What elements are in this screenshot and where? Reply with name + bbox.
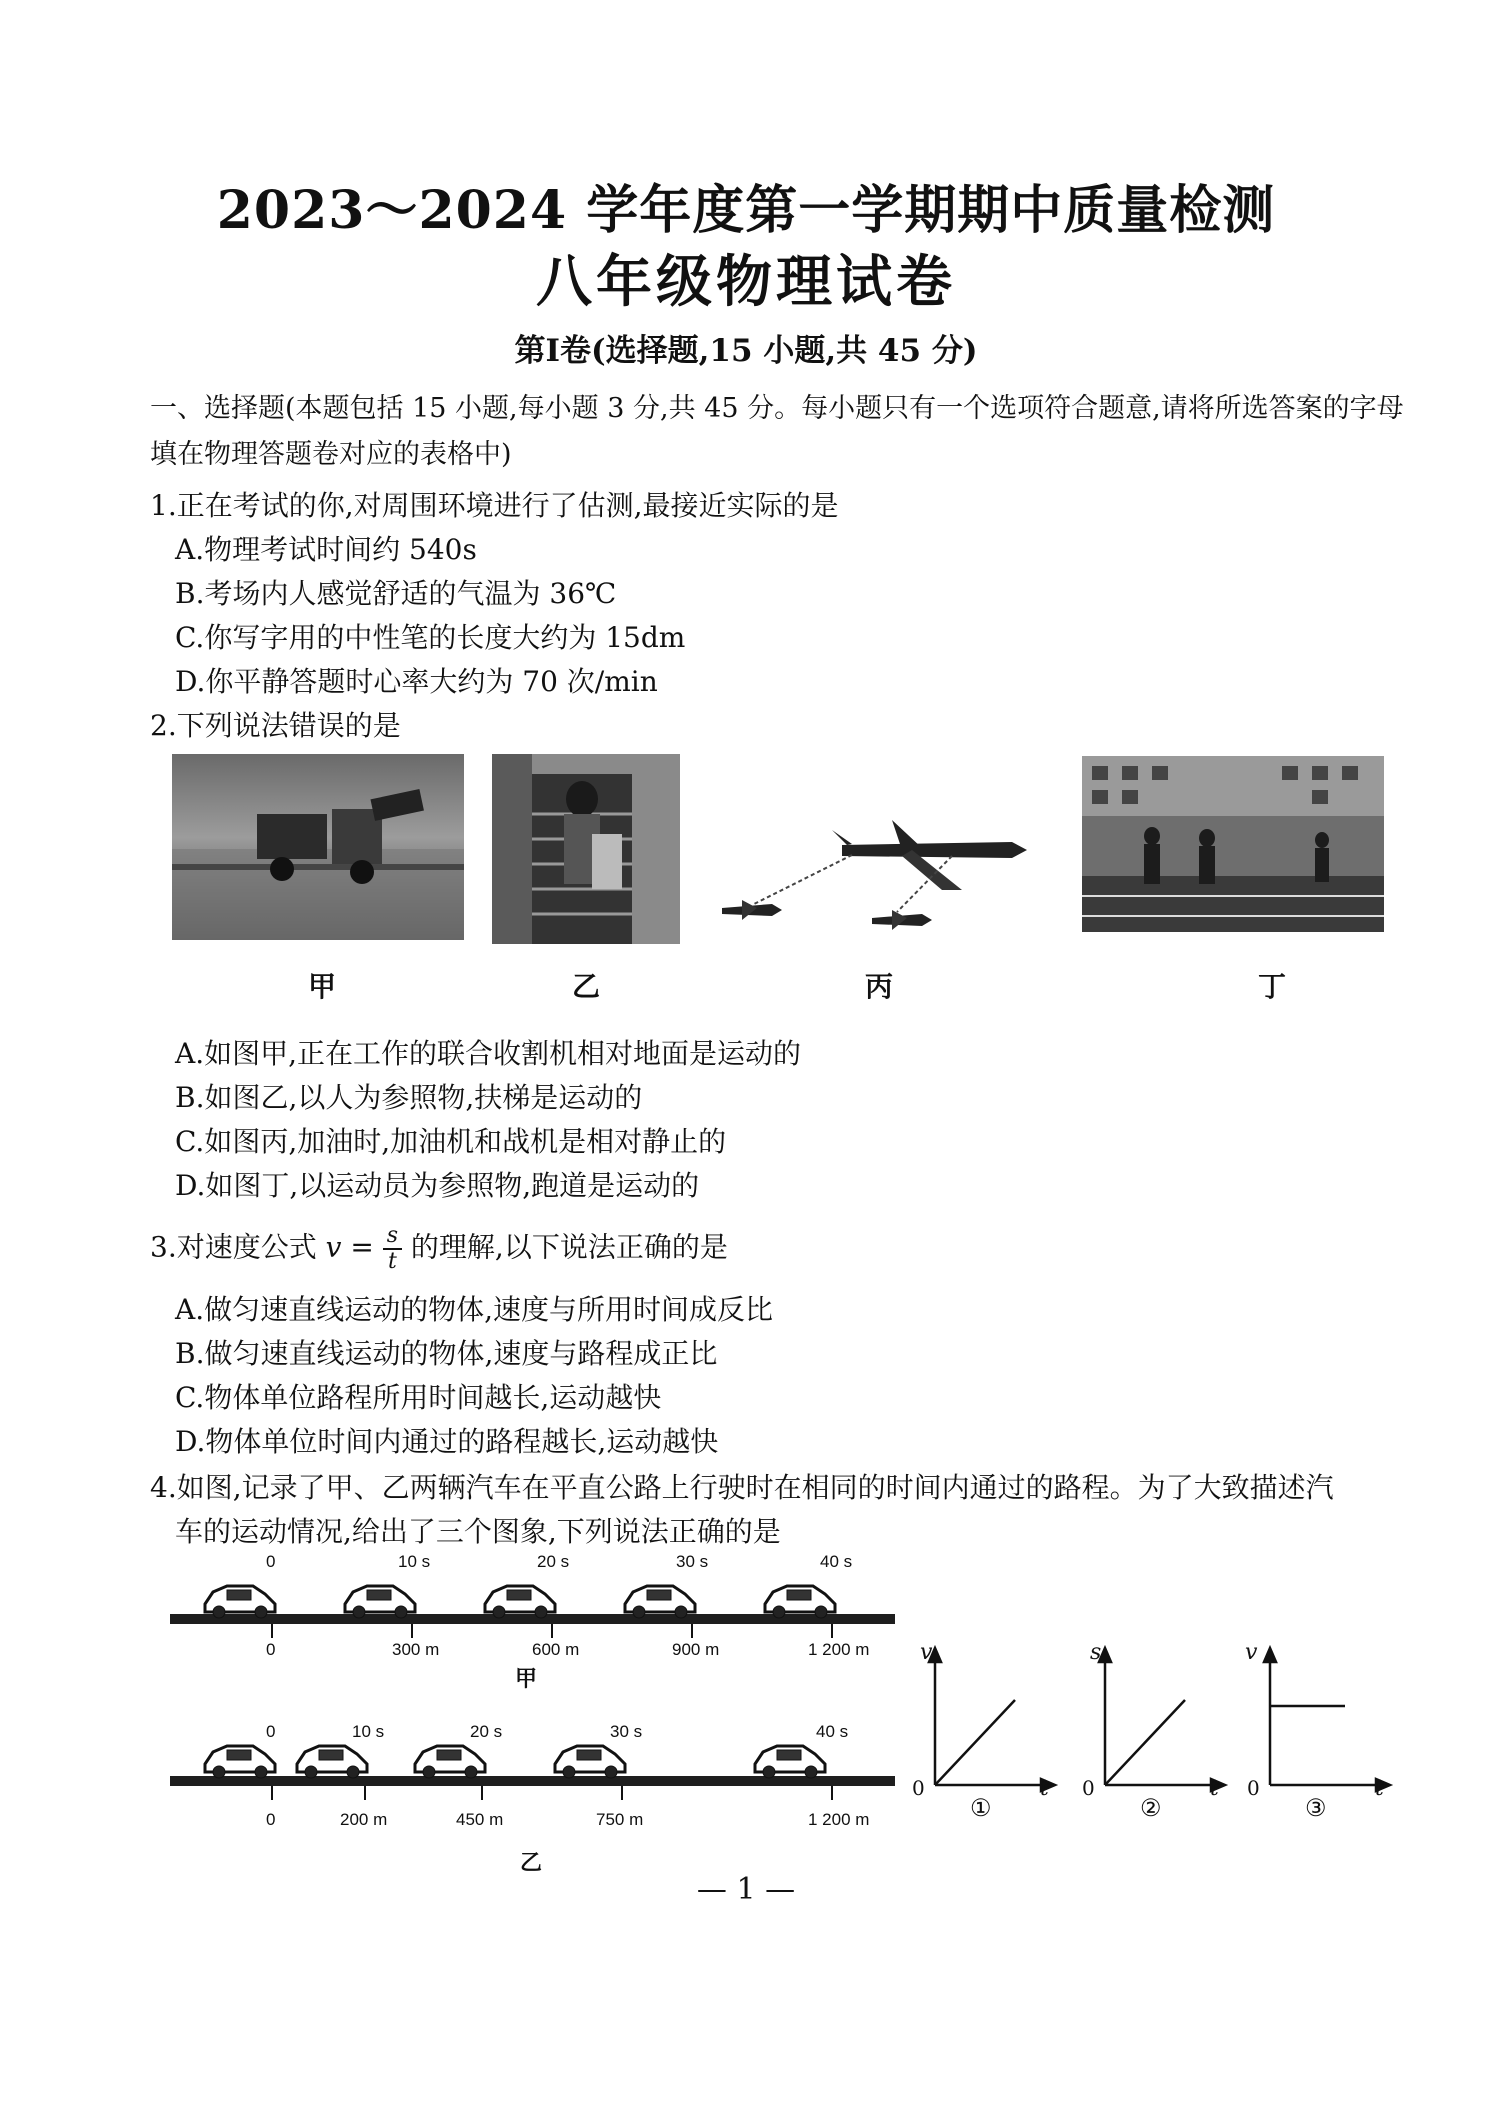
caption-yi: 乙 [572,970,601,1003]
question-4-stem-line1: 4.如图,记录了甲、乙两辆汽车在平直公路上行驶时在相同的时间内通过的路程。为了大致描述汽 [150,1471,1334,1504]
yi-dist-450: 450 m [456,1810,504,1829]
jia-time-40: 40 s [820,1552,853,1571]
jia-dist-0: 0 [266,1640,276,1659]
motion-graphs [905,1640,1415,1810]
graph2-y-label: s [1090,1640,1102,1665]
jia-dist-1200: 1 200 m [808,1640,870,1659]
question-1-option-b: B.考场内人感觉舒适的气温为 36℃ [175,577,617,610]
question-2-option-a: A.如图甲,正在工作的联合收割机相对地面是运动的 [175,1037,802,1070]
graph3-x-label: t [1375,1776,1384,1801]
velocity-formula-fraction: $\frac{s}{t}$ [383,1224,402,1274]
question-2-option-c: C.如图丙,加油时,加油机和战机是相对静止的 [175,1125,727,1158]
yi-time-10: 10 s [352,1722,385,1741]
question-2-option-d: D.如图丁,以运动员为参照物,跑道是运动的 [175,1169,700,1202]
caption-bing: 丙 [865,970,894,1003]
yi-dist-1200: 1 200 m [808,1810,870,1829]
yi-time-0: 0 [266,1722,276,1741]
section-instructions: 一、选择题(本题包括 15 小题,每小题 3 分,共 45 分。每小题只有一个选项符合题意,请将所选答案的字母填在物理答题卷对应的表格中) [150,393,1404,470]
jia-dist-300: 300 m [392,1640,440,1659]
jia-dist-600: 600 m [532,1640,580,1659]
graph2-origin: 0 [1082,1776,1095,1800]
formula-lhs: v = [325,1230,374,1264]
question-3-option-b: B.做匀速直线运动的物体,速度与路程成正比 [175,1337,718,1370]
question-1-option-c: C.你写字用的中性笔的长度大约为 15dm [175,621,686,654]
jia-time-0: 0 [266,1552,276,1571]
graph1-x-label: t [1040,1776,1049,1801]
exam-title: 2023～2024 学年度第一学期期中质量检测 [216,180,1276,241]
road-label-jia: 甲 [515,1666,538,1692]
yi-dist-750: 750 m [596,1810,644,1829]
question-1-stem: 1.正在考试的你,对周围环境进行了估测,最接近实际的是 [150,489,839,522]
jia-time-20: 20 s [537,1552,570,1571]
graph3-y-label: v [1245,1640,1258,1665]
road-diagram [165,1548,905,1858]
road-label-yi: 乙 [520,1850,543,1876]
photo-harvester [172,754,464,940]
question-3-option-c: C.物体单位路程所用时间越长,运动越快 [175,1381,662,1414]
yi-time-30: 30 s [610,1722,643,1741]
page-number: — 1 — [696,1872,796,1907]
graph1-y-label: v [920,1640,933,1665]
section-heading: 第Ⅰ卷(选择题,15 小题,共 45 分) [514,333,978,369]
question-3-stem: 3.对速度公式 v = $\frac{s}{t}$ 的理解,以下说法正确的是 [150,1223,728,1274]
yi-time-40: 40 s [816,1722,849,1741]
yi-dist-0: 0 [266,1810,276,1829]
question-2-option-b: B.如图乙,以人为参照物,扶梯是运动的 [175,1081,643,1114]
graph2-x-label: t [1210,1776,1219,1801]
graph1-origin: 0 [912,1776,925,1800]
yi-dist-200: 200 m [340,1810,388,1829]
graph2-number: ② [1140,1794,1162,1822]
caption-ding: 丁 [1258,970,1287,1003]
jia-time-10: 10 s [398,1552,431,1571]
caption-jia: 甲 [308,970,337,1003]
question-1-option-a: A.物理考试时间约 540s [175,533,477,566]
question-1-option-d: D.你平静答题时心率大约为 70 次/min [175,665,658,698]
question-2-stem: 2.下列说法错误的是 [150,709,401,742]
question-4-stem-line2: 车的运动情况,给出了三个图象,下列说法正确的是 [175,1515,781,1548]
car-jia-cars [205,1586,835,1618]
photo-runners [1082,756,1384,932]
photo-escalator [492,754,680,944]
figure-refueling-planes [712,800,1042,940]
yi-time-20: 20 s [470,1722,503,1741]
graph1-number: ① [970,1794,992,1822]
graph3-origin: 0 [1247,1776,1260,1800]
question-3-option-a: A.做匀速直线运动的物体,速度与所用时间成反比 [175,1293,774,1326]
jia-dist-900: 900 m [672,1640,720,1659]
jia-time-30: 30 s [676,1552,709,1571]
graph3-number: ③ [1305,1794,1327,1822]
exam-subtitle: 八年级物理试卷 [536,249,956,315]
question-3-option-d: D.物体单位时间内通过的路程越长,运动越快 [175,1425,719,1458]
